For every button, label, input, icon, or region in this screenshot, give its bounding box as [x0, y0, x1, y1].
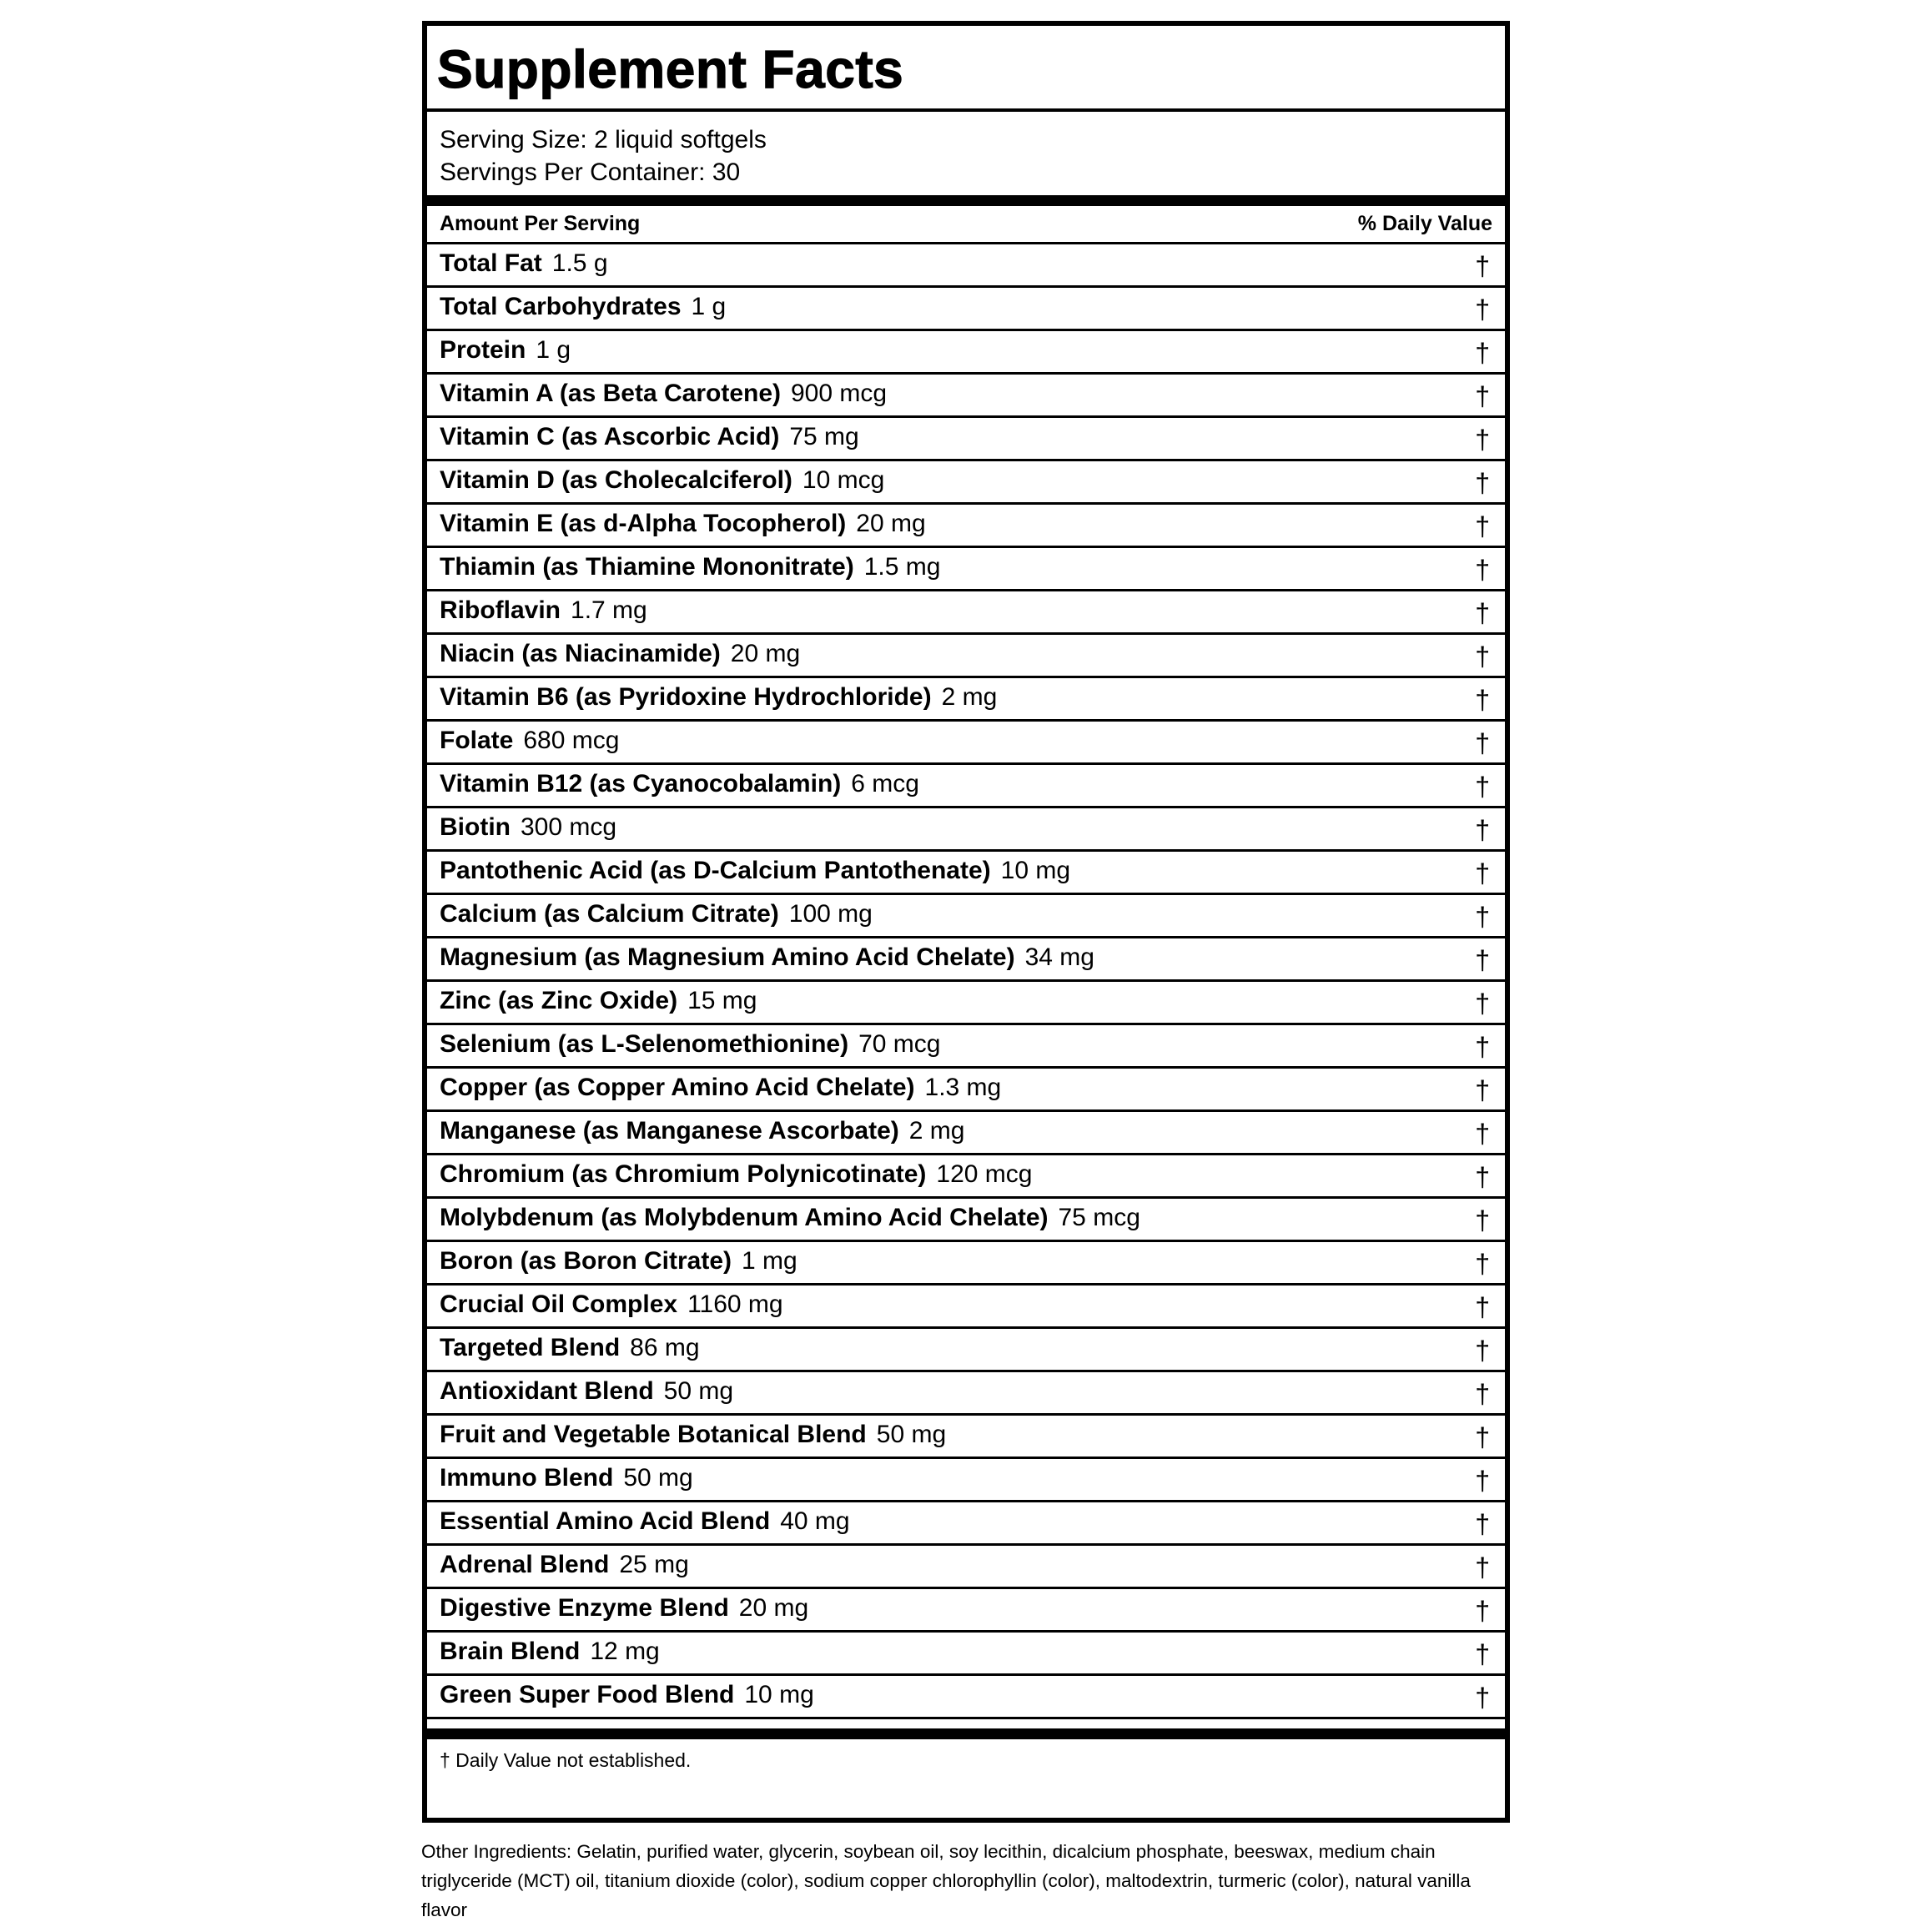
daily-value-dagger: †: [1475, 511, 1490, 541]
nutrient-row: [427, 979, 1505, 1023]
nutrient-name: Pantothenic Acid (as D-Calcium Pantothenate): [440, 857, 991, 884]
nutrient-row: [427, 719, 1505, 762]
daily-value-dagger: †: [1475, 381, 1490, 411]
nutrient-amount: 20 mg: [730, 640, 801, 667]
nutrient-row: [427, 329, 1505, 372]
daily-value-dagger: †: [1475, 598, 1490, 628]
nutrient-name: Immuno Blend: [440, 1464, 614, 1492]
nutrient-amount: 6 mcg: [851, 770, 919, 797]
daily-value-dagger: †: [1475, 468, 1490, 498]
daily-value-dagger: †: [1475, 1466, 1490, 1496]
nutrient-row: [427, 1587, 1505, 1630]
nutrient-name: Fruit and Vegetable Botanical Blend: [440, 1421, 867, 1448]
column-header: [440, 214, 1492, 234]
nutrient-name: Total Carbohydrates: [440, 293, 682, 320]
nutrient-row: [427, 372, 1505, 415]
nutrient-row: [427, 632, 1505, 676]
nutrient-name: Manganese (as Manganese Ascorbate): [440, 1117, 899, 1145]
nutrient-amount: 2 mg: [941, 683, 998, 711]
serving-size: Serving Size: 2 liquid softgels: [440, 126, 767, 153]
nutrient-name: Total Fat: [440, 249, 542, 277]
nutrient-name: Vitamin A (as Beta Carotene): [440, 380, 781, 407]
daily-value-dagger: †: [1475, 1075, 1490, 1105]
nutrient-name: Vitamin D (as Cholecalciferol): [440, 466, 792, 494]
nutrient-amount: 10 mcg: [802, 466, 885, 494]
nutrient-amount: 75 mg: [789, 423, 859, 450]
amount-per-serving-heading: Amount Per Serving: [440, 212, 641, 235]
nutrient-amount: 120 mcg: [936, 1160, 1033, 1188]
nutrient-amount: 10 mg: [744, 1681, 814, 1708]
nutrient-name: Chromium (as Chromium Polynicotinate): [440, 1160, 927, 1188]
nutrient-amount: 70 mcg: [858, 1030, 941, 1058]
nutrient-row: [427, 1023, 1505, 1066]
nutrient-row: [427, 1543, 1505, 1587]
nutrient-name: Molybdenum (as Molybdenum Amino Acid Chelate): [440, 1204, 1049, 1231]
nutrient-amount: 1.7 mg: [571, 596, 647, 624]
nutrient-row: [427, 936, 1505, 979]
nutrient-name: Antioxidant Blend: [440, 1377, 654, 1405]
daily-value-dagger: †: [1475, 1639, 1490, 1669]
row-divider: [427, 1717, 1505, 1719]
nutrient-amount: 1 g: [691, 293, 727, 320]
nutrient-name: Targeted Blend: [440, 1334, 621, 1361]
nutrient-name: Adrenal Blend: [440, 1551, 610, 1578]
nutrient-amount: 1160 mg: [687, 1291, 783, 1318]
daily-value-dagger: †: [1475, 858, 1490, 888]
nutrient-amount: 12 mg: [590, 1638, 660, 1665]
nutrient-row: [427, 1283, 1505, 1326]
nutrient-row: [427, 546, 1505, 589]
nutrient-amount: 1.5 g: [551, 249, 608, 277]
daily-value-dagger: †: [1475, 1683, 1490, 1713]
nutrient-name: Calcium (as Calcium Citrate): [440, 900, 779, 928]
servings-per-container: Servings Per Container: 30: [440, 158, 741, 186]
nutrient-amount: 50 mg: [663, 1377, 734, 1405]
nutrient-name: Brain Blend: [440, 1638, 581, 1665]
nutrient-amount: 40 mg: [780, 1507, 850, 1535]
nutrient-amount: 10 mg: [1000, 857, 1071, 884]
daily-value-dagger: †: [1475, 945, 1490, 975]
daily-value-dagger: †: [1475, 902, 1490, 932]
nutrient-name: Boron (as Boron Citrate): [440, 1247, 732, 1275]
nutrient-row: [427, 1109, 1505, 1153]
nutrient-row: [427, 1153, 1505, 1196]
nutrient-name: Niacin (as Niacinamide): [440, 640, 721, 667]
footnote: † Daily Value not established.: [440, 1749, 692, 1771]
nutrient-amount: 20 mg: [738, 1594, 809, 1622]
nutrient-name: Riboflavin: [440, 596, 561, 624]
nutrient-name: Digestive Enzyme Blend: [440, 1594, 729, 1622]
nutrient-amount: 20 mg: [856, 510, 926, 537]
nutrient-row: [427, 1240, 1505, 1283]
nutrient-amount: 2 mg: [908, 1117, 965, 1145]
nutrient-row: [427, 849, 1505, 893]
daily-value-dagger: †: [1475, 1032, 1490, 1062]
title-divider: [427, 108, 1505, 112]
nutrient-row: [427, 1370, 1505, 1413]
nutrient-row: [427, 762, 1505, 806]
nutrient-amount: 15 mg: [687, 987, 757, 1014]
nutrient-name: Zinc (as Zinc Oxide): [440, 987, 678, 1014]
nutrient-amount: 100 mg: [788, 900, 873, 928]
daily-value-dagger: †: [1475, 728, 1490, 758]
daily-value-dagger: †: [1475, 772, 1490, 802]
daily-value-dagger: †: [1475, 1596, 1490, 1626]
daily-value-dagger: †: [1475, 1205, 1490, 1235]
nutrient-amount: 300 mcg: [520, 813, 617, 841]
nutrient-amount: 1.5 mg: [863, 553, 941, 581]
daily-value-dagger: †: [1475, 1162, 1490, 1192]
nutrient-amount: 900 mcg: [791, 380, 888, 407]
daily-value-dagger: †: [1475, 1249, 1490, 1279]
nutrient-row: [427, 1630, 1505, 1673]
daily-value-dagger: †: [1475, 555, 1490, 585]
daily-value-dagger: †: [1475, 425, 1490, 455]
nutrient-name: Biotin: [440, 813, 511, 841]
daily-value-dagger: †: [1475, 294, 1490, 325]
daily-value-dagger: †: [1475, 685, 1490, 715]
nutrient-amount: 86 mg: [630, 1334, 700, 1361]
nutrient-amount: 1 mg: [742, 1247, 797, 1275]
daily-value-dagger: †: [1475, 1292, 1490, 1322]
daily-value-dagger: †: [1475, 1379, 1490, 1409]
nutrient-name: Protein: [440, 336, 526, 364]
nutrient-row: [427, 415, 1505, 459]
panel-title: Supplement Facts: [437, 39, 904, 99]
nutrient-row: [427, 589, 1505, 632]
daily-value-dagger: †: [1475, 1552, 1490, 1582]
nutrient-row: [427, 806, 1505, 849]
daily-value-dagger: †: [1475, 1119, 1490, 1149]
nutrient-row: [427, 676, 1505, 719]
nutrient-amount: 34 mg: [1024, 943, 1094, 971]
nutrient-row: [427, 1066, 1505, 1109]
nutrient-amount: 25 mg: [619, 1551, 689, 1578]
nutrient-row: [427, 285, 1505, 329]
daily-value-dagger: †: [1475, 1509, 1490, 1539]
nutrient-row: [427, 1500, 1505, 1543]
nutrient-row: [427, 1673, 1505, 1717]
nutrient-name: Vitamin B6 (as Pyridoxine Hydrochloride): [440, 683, 932, 711]
other-ingredients: Other Ingredients: Gelatin, purified water, glycerin, soybean oil, soy lecithin, dicalcium phosphate, beeswax, medium chain triglyceride (MCT) oil, titanium dioxide (color), sodium copper chlorophyllin (color), maltodextrin, turmeric (color), natural vanilla flavor: [421, 1841, 1471, 1920]
daily-value-dagger: †: [1475, 989, 1490, 1019]
thick-divider-top: [427, 195, 1505, 206]
daily-value-dagger: †: [1475, 641, 1490, 672]
nutrient-amount: 50 mg: [876, 1421, 947, 1448]
nutrient-name: Vitamin B12 (as Cyanocobalamin): [440, 770, 842, 797]
nutrient-row: [427, 1413, 1505, 1457]
nutrient-name: Essential Amino Acid Blend: [440, 1507, 771, 1535]
nutrient-table: [427, 242, 1505, 1719]
daily-value-dagger: †: [1475, 251, 1490, 281]
nutrient-row: [427, 893, 1505, 936]
nutrient-row: [427, 502, 1505, 546]
daily-value-dagger: †: [1475, 815, 1490, 845]
nutrient-amount: 75 mcg: [1058, 1204, 1140, 1231]
nutrient-amount: 50 mg: [623, 1464, 693, 1492]
nutrient-name: Magnesium (as Magnesium Amino Acid Chelate): [440, 943, 1015, 971]
nutrient-name: Copper (as Copper Amino Acid Chelate): [440, 1074, 915, 1101]
nutrient-name: Thiamin (as Thiamine Mononitrate): [440, 553, 854, 581]
nutrient-row: [427, 1326, 1505, 1370]
thick-divider-bottom: [427, 1728, 1505, 1739]
nutrient-name: Green Super Food Blend: [440, 1681, 735, 1708]
nutrient-amount: 1.3 mg: [924, 1074, 1002, 1101]
daily-value-dagger: †: [1475, 1336, 1490, 1366]
daily-value-heading: % Daily Value: [1357, 212, 1492, 235]
nutrient-row: [427, 1196, 1505, 1240]
nutrient-name: Vitamin C (as Ascorbic Acid): [440, 423, 780, 450]
nutrient-row: [427, 242, 1505, 285]
daily-value-dagger: †: [1475, 338, 1490, 368]
nutrient-name: Folate: [440, 727, 514, 754]
nutrient-row: [427, 1457, 1505, 1500]
nutrient-name: Crucial Oil Complex: [440, 1291, 678, 1318]
nutrient-name: Vitamin E (as d-Alpha Tocopherol): [440, 510, 847, 537]
nutrient-amount: 680 mcg: [523, 727, 620, 754]
nutrient-amount: 1 g: [536, 336, 571, 364]
nutrient-row: [427, 459, 1505, 502]
supplement-facts-panel: [422, 21, 1510, 1823]
nutrient-name: Selenium (as L-Selenomethionine): [440, 1030, 849, 1058]
daily-value-dagger: †: [1475, 1422, 1490, 1452]
